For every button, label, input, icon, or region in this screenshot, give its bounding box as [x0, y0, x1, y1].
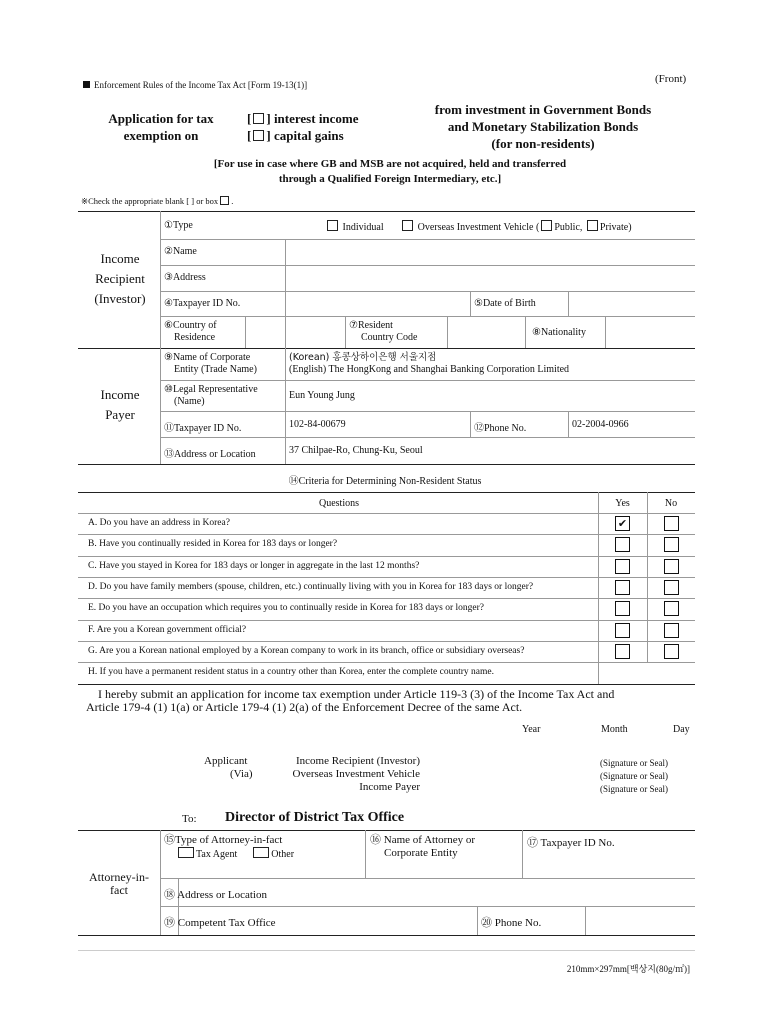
form-reference: Enforcement Rules of the Income Tax Act [Form 19-13(1)] — [83, 80, 307, 90]
nationality-label: ⑧Nationality — [532, 327, 586, 338]
payer-address-label: ⑬Address or Location — [164, 449, 256, 460]
yes-checkbox[interactable] — [615, 537, 630, 552]
box-icon — [220, 196, 229, 205]
corp-name-value: (Korean) 홍콩상하이은행 서울지점 (English) The HongKong and Shanghai Banking Corporation Limited — [289, 352, 570, 375]
signature-ovi[interactable]: (Signature or Seal) — [600, 771, 668, 781]
subtitle: [For use in case where GB and MSB are not acquired, held and transferred through a Qualified Foreign Intermediary, etc.] — [213, 158, 567, 185]
payer-tid-label: ⑪Taxpayer ID No. — [164, 423, 242, 434]
type-options: Individual Overseas Investment Vehicle ( Public, Private) — [325, 220, 632, 233]
country-label: ⑥Country of Residence — [164, 320, 217, 343]
no-header: No — [664, 498, 678, 509]
legal-rep-value: Eun Young Jung — [289, 390, 355, 401]
other-checkbox[interactable] — [253, 847, 269, 858]
question-text: G. Are you a Korean national employed by a Korean company to work in its branch, office or subsidiary overseas? — [88, 646, 525, 656]
interest-income-checkbox[interactable] — [253, 113, 264, 124]
payer-tid-value: 102-84-00679 — [289, 419, 346, 430]
yes-checkbox[interactable] — [615, 644, 630, 659]
question-h: H. If you have a permanent resident status in a country other than Korea, enter the complete country name. — [88, 667, 494, 677]
title-right: from investment in Government Bonds and Monetary Stabilization Bonds (for non-residents) — [434, 102, 652, 151]
signature-payer[interactable]: (Signature or Seal) — [600, 784, 668, 794]
paper-spec: 210mm×297mm[백상지(80g/㎡)] — [566, 964, 690, 974]
month-label: Month — [601, 724, 628, 735]
attorney-name-label: ⑯ Name of Attorney or Corporate Entity — [370, 834, 476, 859]
declaration-text: I hereby submit an application for income tax exemption under Article 119-3 (3) of the Income Tax Act and Article 179-4 (1) 1(a) or Article 179-4 (1) 2(a) of the Enforcement Decree of the same Act. — [86, 687, 615, 714]
tax-office-label: ⑲ Competent Tax Office — [164, 917, 276, 929]
signature-recipient[interactable]: (Signature or Seal) — [600, 758, 668, 768]
question-row-divider — [78, 577, 695, 578]
question-text: A. Do you have an address in Korea? — [88, 518, 230, 528]
question-text: E. Do you have an occupation which requires you to continually reside in Korea for 183 days or longer? — [88, 603, 484, 613]
no-checkbox[interactable] — [664, 644, 679, 659]
black-square-icon — [83, 81, 90, 88]
attorney-type: ⑮Type of Attorney-in-fact Tax Agent Other — [164, 834, 295, 860]
question-text: C. Have you stayed in Korea for 183 days or longer in aggregate in the last 12 months? — [88, 561, 420, 571]
yes-checkbox[interactable] — [615, 623, 630, 638]
dob-label: ⑤Date of Birth — [474, 298, 536, 309]
income-payer-label: Income Payer — [100, 387, 140, 422]
payer-phone-value: 02-2004-0966 — [572, 419, 629, 430]
check-note: ※Check the appropriate blank [ ] or box . — [81, 196, 234, 206]
ovi-checkbox[interactable] — [402, 220, 413, 231]
to-label: To: — [182, 813, 197, 825]
criteria-title: ⑭Criteria for Determining Non-Resident Status — [288, 476, 482, 487]
income-recipient-label: Income Recipient (Investor) — [94, 251, 146, 306]
capital-gains-checkbox[interactable] — [253, 130, 264, 141]
corp-name-label: ⑨Name of Corporate Entity (Trade Name) — [164, 352, 257, 375]
no-checkbox[interactable] — [664, 623, 679, 638]
questions-header: Questions — [319, 498, 359, 509]
payer-phone-label: ⑫Phone No. — [474, 423, 527, 434]
yes-checkbox[interactable] — [615, 601, 630, 616]
individual-checkbox[interactable] — [327, 220, 338, 231]
day-label: Day — [673, 724, 690, 735]
tax-agent-checkbox[interactable] — [178, 847, 194, 858]
question-row-divider — [78, 620, 695, 621]
no-checkbox[interactable] — [664, 537, 679, 552]
address-label: ③Address — [164, 272, 206, 283]
attorney-address-label: ⑱ Address or Location — [164, 889, 267, 901]
attorney-tid-label: ⑰ Taxpayer ID No. — [527, 837, 615, 849]
resident-code-label: ⑦Resident Country Code — [349, 320, 418, 343]
front-label: (Front) — [655, 73, 687, 85]
year-label: Year — [522, 724, 541, 735]
question-row-divider — [78, 556, 695, 557]
no-checkbox[interactable] — [664, 580, 679, 595]
type-label: ①Type — [164, 220, 193, 231]
applicant-labels: Applicant (Via) — [204, 755, 253, 780]
question-text: B. Have you continually resided in Korea for 183 days or longer? — [88, 539, 338, 549]
yes-checkbox[interactable] — [615, 559, 630, 574]
yes-header: Yes — [615, 498, 630, 509]
question-row-divider — [78, 641, 695, 642]
taxpayer-id-label: ④Taxpayer ID No. — [164, 298, 241, 309]
legal-rep-label: ⑩Legal Representative (Name) — [164, 384, 258, 407]
title-left: Application for tax exemption on — [108, 111, 214, 143]
no-checkbox[interactable] — [664, 559, 679, 574]
applicant-roles: Income Recipient (Investor) Overseas Investment Vehicle Income Payer — [292, 755, 420, 793]
question-text: F. Are you a Korean government official? — [88, 625, 247, 635]
question-row-divider — [78, 598, 695, 599]
signature-fields — [600, 757, 668, 796]
yes-checkbox[interactable]: ✔ — [615, 516, 630, 531]
title-middle: [ ] interest income [ ] capital gains — [247, 111, 359, 143]
attorney-section-label: Attorney-in- fact — [89, 870, 149, 897]
question-text: D. Do you have family members (spouse, children, etc.) continually living with you in Korea for 183 days or longer? — [88, 582, 534, 592]
name-label: ②Name — [164, 246, 197, 257]
yes-checkbox[interactable] — [615, 580, 630, 595]
attorney-phone-label: ⑳ Phone No. — [481, 917, 542, 929]
question-row-divider — [78, 534, 695, 535]
public-checkbox[interactable] — [541, 220, 552, 231]
payer-address-value: 37 Chilpae-Ro, Chung-Ku, Seoul — [289, 445, 423, 456]
to-value: Director of District Tax Office — [225, 810, 405, 825]
private-checkbox[interactable] — [587, 220, 598, 231]
no-checkbox[interactable] — [664, 601, 679, 616]
no-checkbox[interactable] — [664, 516, 679, 531]
